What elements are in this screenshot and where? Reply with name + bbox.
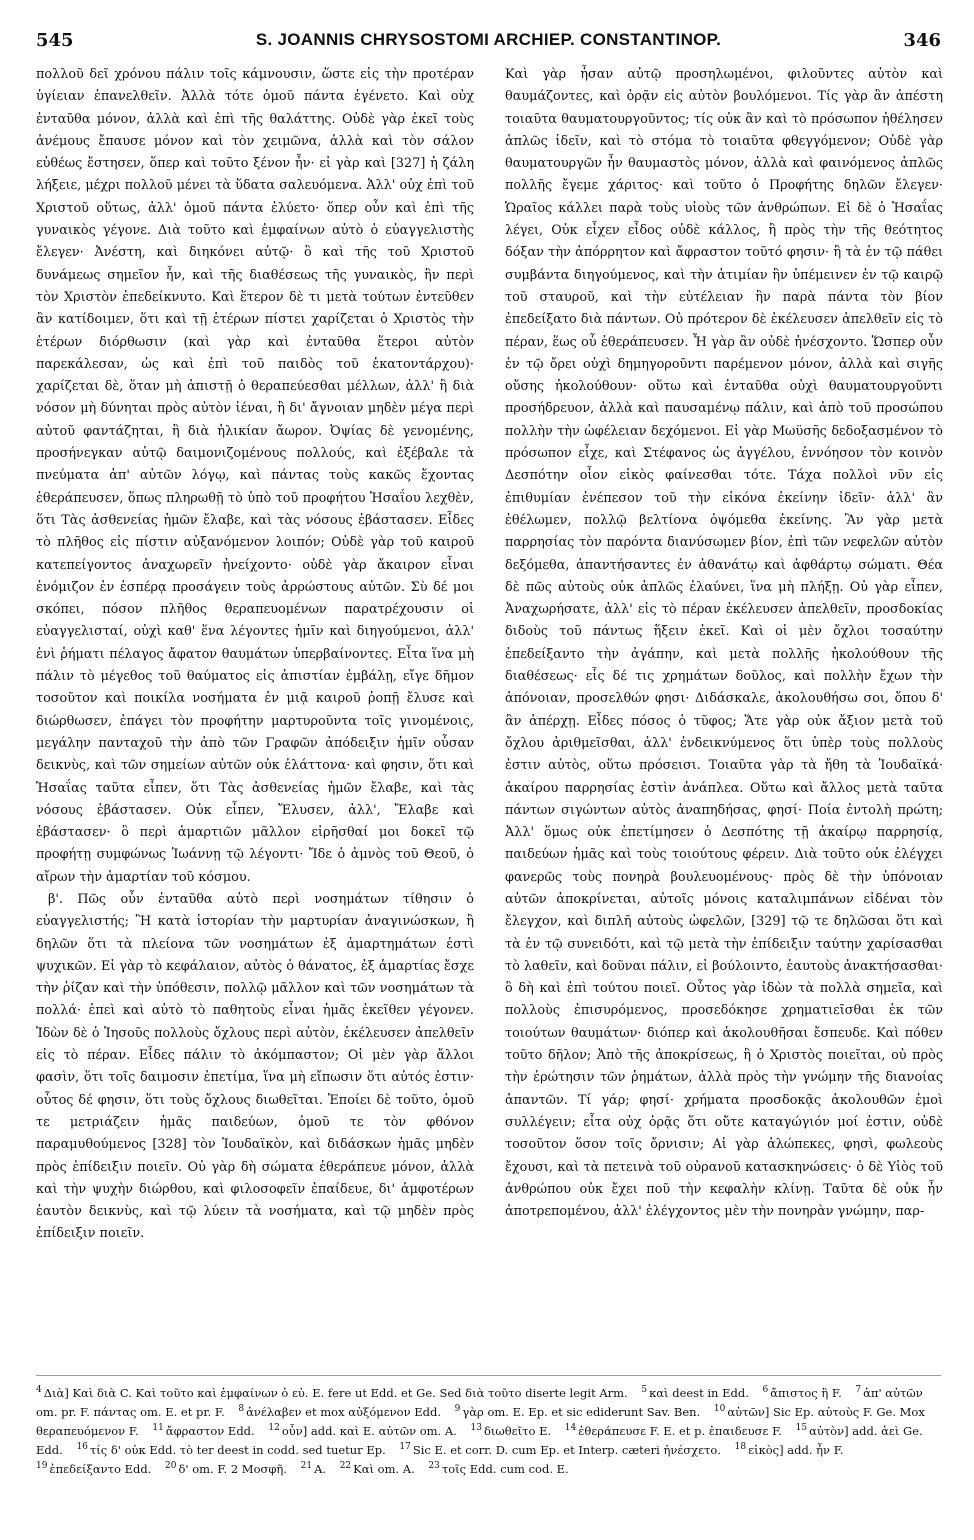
footnote bbox=[565, 1424, 782, 1438]
footnote-text: ἄπιστος ἢ F. bbox=[770, 1385, 842, 1400]
footnote bbox=[735, 1443, 844, 1457]
footnote-marker: 4 bbox=[36, 1385, 42, 1395]
footnote-text: ἀπ' αὐτῶν om. pr. F. πάντας om. E. et pr. F. bbox=[36, 1385, 923, 1419]
footnote-marker: 6 bbox=[762, 1385, 769, 1395]
footnote bbox=[301, 1462, 326, 1476]
footnote-text: ἄφραστον Edd. bbox=[165, 1423, 255, 1438]
footnote-text: γὰρ om. E. Ep. et sic ediderunt Sav. Ben. bbox=[462, 1404, 701, 1419]
footnote-text: αὐτῶν] Sic Ep. αὐτοὺς F. Ge. Mox θεραπευόμενον F. bbox=[36, 1404, 925, 1438]
footnote-text: ἀνέλαβεν et mox αὐξόμενον Edd. bbox=[246, 1404, 442, 1419]
footnote bbox=[641, 1386, 749, 1400]
right-column bbox=[505, 64, 943, 1354]
footnote-text: εἰκὸς] add. ἦν F. bbox=[748, 1442, 844, 1457]
footnote-marker: 15 bbox=[795, 1423, 808, 1434]
footnote-rule bbox=[36, 1375, 941, 1376]
footnote bbox=[763, 1386, 842, 1400]
footnote-text: Καὶ om. A. bbox=[353, 1461, 415, 1476]
paragraph: β'. Πῶς οὖν ἐνταῦθα αὐτὸ περὶ νοσημάτων τίθησιν ὁ εὐαγγελιστής; Ἢ κατὰ ἱστορίαν τὴν μαρτυρίαν ἀναγινώσκων, ἢ δηλῶν ὅτι τὰ πλείονα τῶν νοσημάτων ἐξ ἁμαρτημάτων ἐστὶ ψυχικῶν. Εἰ γὰρ τὸ κεφάλαιον, αὐτὸς ὁ θάνατος, ἐξ ἁμαρτίας ἔσχε τὴν ῥίζαν καὶ τὴν ὑπόθεσιν, πολλῷ μᾶλλον καὶ τῶν νοσημάτων τὰ πολλά· ἐπεὶ καὶ αὐτὸ τὸ παθητοὺς εἶναι ἡμᾶς ἐκεῖθεν γέγονεν. Ἰδὼν δὲ ὁ Ἰησοῦς πολλοὺς ὄχλους περὶ αὐτὸν, ἐκέλευσεν ἀπελθεῖν εἰς τὸ πέραν. Εἶδες πάλιν τὸ ἀκόμπαστον; Οἱ μὲν γὰρ ἄλλοι φασὶν, ὅτι τοῖς δαιμοσιν ἐπετίμα, ἵνα μὴ εἴπωσιν ὅτι αὐτός ἐστιν· οὗτος δέ φησιν, ὅτι τοὺς ὄχλους διωθεῖται. Ἐποίει δὲ τοῦτο, ὁμοῦ τε μετριάζειν ἡμᾶς παιδεύων, ὁμοῦ τε τὸν φθόνον παραμυθούμενος [328] τὸν Ἰουδαϊκὸν, καὶ διδάσκων ἡμᾶς μηδὲν πρὸς ἐπίδειξιν ποιεῖν. Οὐ γὰρ δὴ σώματα ἐθεράπευε μόνον, ἀλλὰ καὶ τὴν ψυχὴν διώρθου, καὶ φιλοσοφεῖν ἐπαίδευε, δι' ἀμφοτέρων ἑαυτὸν δεικνὺς, καὶ τῷ λύειν τὰ νοσήματα, καὶ τῷ μηδὲν πρὸς ἐπίδειξιν ποιεῖν. bbox=[36, 891, 474, 1242]
footnote-text: ἐπεδείξαντο Edd. bbox=[49, 1461, 152, 1476]
footnote-text: διωθεῖτο E. bbox=[483, 1423, 552, 1438]
footnote-marker: 17 bbox=[399, 1442, 411, 1453]
footnote bbox=[268, 1424, 456, 1438]
footnote-text: Διὰ] Καὶ διὰ C. Καὶ τοῦτο καὶ ἐμφαίνων ὁ εὐ. E. fere ut Edd. et Ge. Sed διὰ τοῦτο diserte legit Arm. bbox=[43, 1385, 628, 1400]
footnote-text: οὖν] add. καὶ E. αὐτῶν om. A. bbox=[281, 1423, 457, 1438]
footnote bbox=[238, 1405, 441, 1419]
footnote bbox=[399, 1443, 721, 1457]
footnote-text: τοῖς Edd. cum cod. E. bbox=[441, 1461, 569, 1476]
footnote bbox=[165, 1462, 287, 1476]
footnote bbox=[152, 1424, 254, 1438]
footnote bbox=[36, 1386, 628, 1400]
footnote-marker: 9 bbox=[454, 1404, 461, 1415]
footnote-text: Sic E. et corr. D. cum Ep. et Interp. cæteri ἠνέσχετο. bbox=[412, 1442, 721, 1457]
footnote-text: A. bbox=[314, 1461, 327, 1476]
footnote-marker: 12 bbox=[268, 1423, 280, 1434]
running-header bbox=[36, 30, 941, 58]
footnote-marker: 11 bbox=[152, 1423, 164, 1434]
footnote-marker: 16 bbox=[76, 1442, 88, 1453]
footnote bbox=[76, 1443, 385, 1457]
footnote-marker: 10 bbox=[713, 1404, 726, 1415]
page-number-right: 346 bbox=[903, 30, 941, 51]
footnote-marker: 18 bbox=[734, 1442, 747, 1453]
paragraph: πολλοῦ δεῖ χρόνου πάλιν τοῖς κάμνουσιν, ὥστε εἰς τὴν προτέραν ὑγίειαν ἐπανελθεῖν. Ἀλλὰ τότε ὁμοῦ πάντα ἐγένετο. Καὶ οὐχ ἐνταῦθα μόνον, ἀλλὰ καὶ ἐπὶ τῆς θαλάττης. Οὐδὲ γὰρ ἐκεῖ τοὺς ἀνέμους ἔπαυσε μόνον καὶ τὸν χειμῶνα, ἀλλὰ καὶ τὸν σάλον εὐθέως ἔστησεν, ὅπερ καὶ τοῦτο ξένον ἦν· εἰ γὰρ καὶ [327] ἡ ζάλη λήξειε, μέχρι πολλοῦ μένει τὰ ὕδατα σαλευόμενα. Ἀλλ' οὐχ ἐπὶ τοῦ Χριστοῦ οὕτως, ἀλλ' ὁμοῦ πάντα ἐλύετο· ὅπερ οὖν καὶ ἐπὶ τῆς γυναικὸς γέγονε. Διὰ τοῦτο καὶ ἐμφαίνων αὐτὸ ὁ εὐαγγελιστὴς ἔλεγεν· Ἀνέστη, καὶ διηκόνει αὐτῷ· ὃ καὶ τῆς τοῦ Χριστοῦ δυνάμεως σημεῖον ἦν, καὶ τῆς διαθέσεως τῆς γυναικὸς, ἣν περὶ τὸν Χριστὸν ἐπεδείκνυτο. Καὶ ἕτερον δὲ τι μετὰ τούτων ἐντεῦθεν ἂν κατίδοιμεν, ὅτι καὶ τῇ ἑτέρων πίστει χαρίζεται ὁ Χριστὸς τὴν ἑτέρων διόρθωσιν (καὶ γὰρ καὶ ἐνταῦθα ἕτεροι αὐτὸν παρεκάλεσαν, ὡς καὶ ἐπὶ τοῦ παιδὸς τοῦ ἑκατοντάρχου)· χαρίζεται δὲ, ὅταν μὴ ἀπιστῇ ὁ θεραπεύεσθαι μέλλων, ἀλλ' ἢ διὰ νόσον μὴ δύνηται πρὸς αὐτὸν ἰέναι, ἢ δι' ἄγνοιαν μηδὲν μέγα περὶ αὐτοῦ φαντάζηται, ἢ διὰ ἡλικίαν ἄωρον. Ὀψίας δὲ γενομένης, προσήνεγκαν αὐτῷ δαιμονιζομένους πολλούς, καὶ ἐξέβαλε τὰ πνεύματα ἀπ' αὐτῶν λόγῳ, καὶ πάντας τοὺς κακῶς ἔχοντας ἐθεράπευσεν, ὅπως πληρωθῇ τὸ ὑπὸ τοῦ προφήτου Ἡσαΐου λεχθὲν, ὅτι Τὰς ἀσθενείας ἡμῶν ἔλαβε, καὶ τὰς νόσους ἐβάστασεν. Εἶδες τὸ πλῆθος εἰς πίστιν αὐξανόμενον λοιπόν; Οὐδὲ γὰρ τοῦ καιροῦ κατεπείγοντος ἀναχωρεῖν ἠνείχοντο· οὐδὲ γὰρ ἄκαιρον εἶναι ἐνόμιζον ἐν ἑσπέρᾳ προσάγειν τοὺς ἀρρώστους αὐτῶν. Σὺ δέ μοι σκόπει, πόσον πλῆθος θεραπευομένων παρατρέχουσιν οἱ εὐαγγελισταί, οὐχὶ καθ' ἕνα λέγοντες ἡμῖν καὶ διηγούμενοι, ἀλλ' ἑνὶ ῥήματι πέλαγος ἄφατον θαυμάτων ὑπερβαίνοντες. Εἶτα ἵνα μὴ πάλιν τὸ μέγεθος τοῦ θαύματος εἰς ἀπιστίαν ἐμβάλῃ, εἴγε δῆμον τοσοῦτον καὶ ποικίλα νοσήματα ἐν μιᾷ καιροῦ ῥοπῇ ἔλυσε καὶ διώρθωσεν, ἐπάγει τὸν προφήτην μαρτυροῦντα τοῖς γινομένοις, μεγάλην πανταχοῦ τὴν ἀπὸ τῶν Γραφῶν ἀπόδειξιν ἡμῖν οὖσαν δεικνὺς, καὶ τῶν σημείων αὐτῶν οὐκ ἐλάττονα· καὶ φησιν, ὅτι καὶ Ἡσαΐας ταῦτα εἶπεν, ὅτι Τὰς ἀσθενείας ἡμῶν ἔλαβε, καὶ τὰς νόσους ἐβάστασεν. Οὐκ εἶπεν, Ἔλυσεν, ἀλλ', Ἔλαβε καὶ ἐβάστασεν· ὃ περὶ ἁμαρτιῶν μᾶλλον εἰρῆσθαί μοι δοκεῖ τῷ προφήτῃ συμφώνως Ἰωάννῃ τῷ λέγοντι· Ἴδε ὁ ἀμνὸς τοῦ Θεοῦ, ὁ αἴρων τὴν ἁμαρτίαν τοῦ κόσμου. bbox=[36, 67, 474, 885]
footnote-marker: 13 bbox=[470, 1423, 482, 1434]
footnote bbox=[428, 1462, 568, 1476]
footnote-marker: 19 bbox=[36, 1461, 48, 1472]
footnote-text: ἐθεράπευσε F. E. et p. ἐπαιδευσε F. bbox=[578, 1423, 782, 1438]
footnote-text: καὶ deest in Edd. bbox=[649, 1385, 749, 1400]
running-title: S. JOANNIS CHRYSOSTOMI ARCHIEP. CONSTANTINOP. bbox=[255, 30, 722, 49]
page-number-left: 545 bbox=[36, 30, 74, 51]
footnote-text: αὐτὸν] add. ἀεὶ Ge. Edd. bbox=[36, 1423, 923, 1457]
footnote bbox=[340, 1462, 415, 1476]
footnote-marker: 20 bbox=[165, 1461, 177, 1472]
footnote-text: δ' om. F. 2 Μοσφῆ. bbox=[178, 1461, 287, 1476]
footnote-marker: 22 bbox=[339, 1461, 352, 1472]
footnote-marker: 8 bbox=[238, 1404, 245, 1415]
footnote bbox=[36, 1462, 151, 1476]
footnote-marker: 14 bbox=[564, 1423, 577, 1434]
footnote-marker: 5 bbox=[641, 1385, 648, 1395]
footnote bbox=[455, 1405, 701, 1419]
footnote-marker: 23 bbox=[428, 1461, 440, 1472]
footnote-marker: 7 bbox=[855, 1385, 862, 1395]
footnotes bbox=[36, 1382, 941, 1532]
footnote bbox=[470, 1424, 551, 1438]
paragraph: Καὶ γὰρ ἦσαν αὐτῷ προσηλωμένοι, φιλοῦντες αὐτὸν καὶ θαυμάζοντες, καὶ ὁρᾷν εἰς αὐτὸν βουλόμενοι. Τίς γὰρ ἂν ἀπέστη τοιαῦτα θαυματουργοῦντος; τίς οὐκ ἂν καὶ τὸ πρόσωπον ἠθέλησεν ἁπλῶς ἰδεῖν, καὶ τὸ στόμα τὸ τοιαῦτα φθεγγόμενον; Οὐδὲ γὰρ θαυματουργῶν ἦν θαυμαστὸς μόνον, ἀλλὰ καὶ φαινόμενος ἁπλῶς πολλῆς ἔγεμε χάριτος· καὶ τοῦτο ὁ Προφήτης δηλῶν ἔλεγεν· Ὡραῖος κάλλει παρὰ τοὺς υἱοὺς τῶν ἀνθρώπων. Εἰ δὲ ὁ Ἡσαΐας λέγει, Οὐκ εἶχεν εἶδος οὐδὲ κάλλος, ἢ πρὸς τὴν τῆς θεότητος δόξαν τὴν ἀπόρρητον καὶ ἄφραστον τοῦτό φησιν· ἢ τὰ ἐν τῷ πάθει συμβάντα διηγούμενος, καὶ τὴν ἀτιμίαν ἣν ὑπέμεινεν ἐν τῷ καιρῷ τοῦ σταυροῦ, καὶ τὴν εὐτέλειαν ἣν παρὰ πάντα τὸν βίον ἐπεδείξατο διὰ πάντων. Οὐ πρότερον δὲ ἐκέλευσεν ἀπελθεῖν εἰς τὸ πέραν, ἕως οὗ ἐθεράπευσεν. Ἦ γὰρ ἂν οὐδὲ ἠνέσχοντο. Ὥσπερ οὖν ἐν τῷ ὄρει οὐχὶ δημηγοροῦντι παρέμενον μόνον, ἀλλὰ καὶ σιγῆς οὔσης ἠκολούθουν· οὕτω καὶ ἐνταῦθα οὐχὶ θαυματουργοῦντι προσήδρευον, ἀλλὰ καὶ παυσαμένῳ πάλιν, καὶ ἀπὸ τοῦ προσώπου πολλὴν τὴν ὠφέλειαν δεχόμενοι. Εἰ γὰρ Μωϋσῆς δεδοξασμένον τὸ πρόσωπον εἶχε, καὶ Στέφανος ὡς ἀγγέλου, ἐννόησον τὸν κοινὸν Δεσπότην οἷον εἰκὸς φαίνεσθαι τότε. Τάχα πολλοὶ νῦν εἰς ἐπιθυμίαν ἐνέπεσον τοῦ τὴν εἰκόνα ἐκείνην ἰδεῖν· ἀλλ' ἂν ἐθέλωμεν, πολλῷ βελτίονα ὀψόμεθα ἐκείνης. Ἂν γὰρ μετὰ παρρησίας τὸν παρόντα διανύσωμεν βίον, ἐπὶ τῶν νεφελῶν αὐτὸν δεξόμεθα, ἀπαντήσαντες ἐν ἀθανάτῳ καὶ ἀφθάρτῳ σώματι. Θέα δὲ πῶς αὐτοὺς οὐκ ἁπλῶς ἐλαύνει, ἵνα μὴ πλήξῃ. Οὐ γὰρ εἶπεν, Ἀναχωρήσατε, ἀλλ' εἰς τὸ πέραν ἐκέλευσεν ἀπελθεῖν, προσδοκίας διδοὺς τοῦ πάντως ἥξειν ἐκεῖ. Καὶ οἱ μὲν ὄχλοι τοσαύτην ἐπεδείξαντο τὴν ἀγάπην, καὶ μετὰ πολλῆς ἠκολούθουν τῆς διαθέσεως· εἷς δέ τις χρημάτων δοῦλος, καὶ πολλὴν ἔχων τὴν ἀπόνοιαν, προσελθών φησι· Διδάσκαλε, ἀκολουθήσω σοι, ὅπου δ' ἂν ἀπέρχῃ. Εἶδες πόσος ὁ τῦφος; Ἅτε γὰρ οὐκ ἄξιον μετὰ τοῦ ὄχλου ἀριθμεῖσθαι, ἀλλ' ἐνδεικνύμενος ὅτι ὑπὲρ τοὺς πολλοὺς ἐστιν αὐτὸς, οὕτω πρόσεισι. Τοιαῦτα γὰρ τὰ ἤθη τὰ Ἰουδαϊκά· ἀκαίρου παρρησίας ἐστὶν ἀνάπλεα. Οὕτω καὶ ἄλλος μετὰ ταῦτα πάντων σιγώντων αὐτὸς ἀναπηδήσας, φησί· Ποία ἐντολὴ πρώτη; Ἀλλ' ὅμως οὐκ ἐπετίμησεν ὁ Δεσπότης τῇ ἀκαίρῳ παρρησίᾳ, παιδεύων ἡμᾶς καὶ τοὺς τοιούτους φέρειν. Διὰ τοῦτο οὐκ ἐλέγχει φανερῶς τοὺς πονηρὰ βουλευομένους· πρὸς δὲ τὴν ὑπόνοιαν αὐτῶν ἀποκρίνεται, αὐτοῖς μόνοις καταλιμπάνων εἰδέναι τὸν ἔλεγχον, καὶ διπλῆ αὐτοὺς ὠφελῶν, [329] τῷ τε δηλῶσαι ὅτι καὶ τὰ ἐν τῷ συνειδότι, καὶ τῷ μετὰ τὴν ἐπίδειξιν ταύτην χαρίσασθαι τὸ λαθεῖν, καὶ δοῦναι πάλιν, εἰ βούλοιντο, ἑαυτοὺς ἀνακτήσασθαι· ὃ δὴ καὶ ἐπὶ τούτου ποιεῖ. Οὗτος γὰρ ἰδὼν τὰ πολλὰ σημεῖα, καὶ πολλοὺς ἐπισυρόμενος, προσεδόκησε χρηματιεῖσθαι ἐκ τῶν τοιούτων θαυμάτων· διόπερ καὶ ἀκολουθῆσαι ἔσπευδε. Καὶ πόθεν τοῦτο δῆλον; Ἀπὸ τῆς ἀποκρίσεως, ἣ ὁ Χριστὸς ποιεῖται, οὐ πρὸς τὴν ἐρώτησιν τῶν ῥημάτων, ἀλλὰ πρὸς τὴν γνώμην τῆς διανοίας ἀπαντῶν. Τί γάρ; φησί· χρήματα προσδοκᾷς ἀκολουθῶν ἐμοὶ συλλέγειν; εἶτα οὐχ ὁρᾷς ὅτι οὔτε καταγώγιόν μοί ἐστιν, οὐδὲ τοσοῦτον ὅσον τοῖς ὄρνισιν; Αἱ γὰρ ἀλώπεκες, φησὶ, φωλεοὺς ἔχουσι, καὶ τὰ πετεινὰ τοῦ οὐρανοῦ κατασκηνώσεις· ὁ δὲ Υἱὸς τοῦ ἀνθρώπου οὐκ ἔχει ποῦ τὴν κεφαλὴν κλίνῃ. Ταῦτα δὲ οὐκ ἦν ἀποτρεπομένου, ἀλλ' ἐλέγχοντος μὲν τὴν πονηρὰν γνώμην, παρ- bbox=[505, 67, 943, 1220]
footnote-marker: 21 bbox=[300, 1461, 313, 1472]
left-column bbox=[36, 64, 474, 1354]
footnote-text: τίς δ' οὐκ Edd. τὸ ter deest in codd. sed tuetur Ep. bbox=[89, 1442, 386, 1457]
